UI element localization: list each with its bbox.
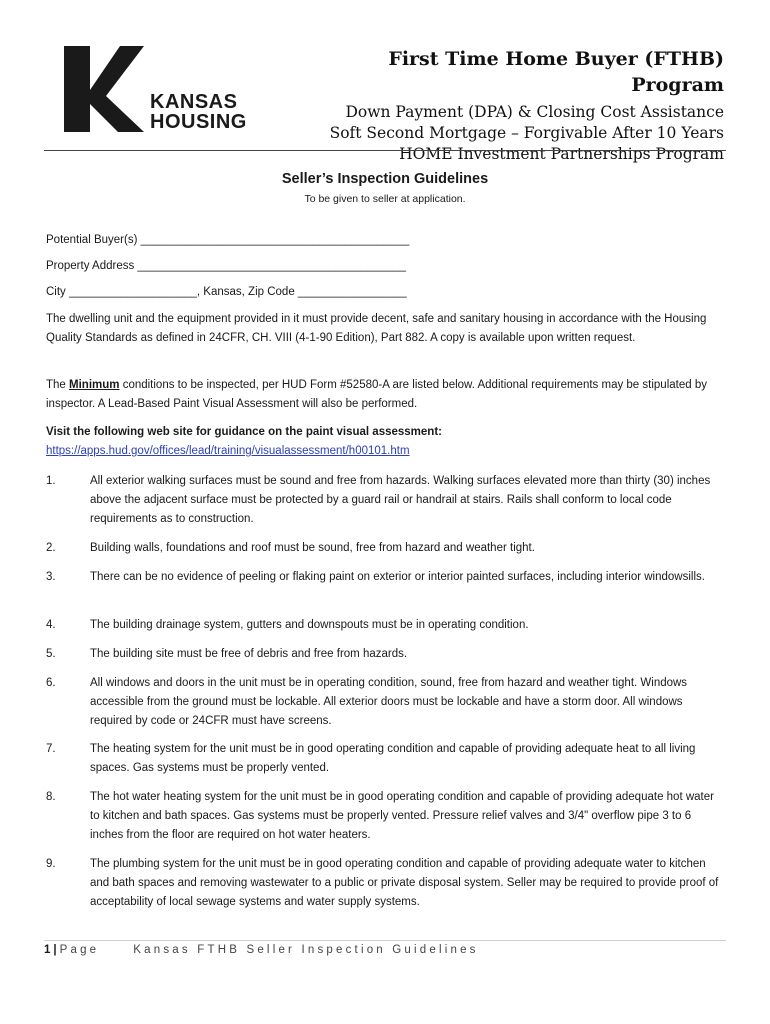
item-text: All windows and doors in the unit must be in operating condition, sound, free from hazard and weather tight. Windows accessible from the ground must be lockable. All exterior doors must be lockable and have a storm door. All windows required by code or 24CFR must have screens. [90, 677, 688, 727]
item-number: 6. [46, 677, 56, 689]
item-text: The building drainage system, gutters and downspouts must be in operating condition. [90, 619, 529, 631]
item-text: There can be no evidence of peeling or flaking paint on exterior or interior painted surfaces, including interior windowsills. [90, 571, 705, 583]
program-header [304, 46, 724, 165]
guidance-link[interactable]: https://apps.hud.gov/offices/lead/training/visualassessment/h00101.htm [46, 445, 410, 457]
housing-standards-paragraph: The dwelling unit and the equipment provided in it must provide decent, safe and sanitary housing in accordance with the Housing Quality Standards as defined in 24CFR, CH. VIII (4-1-90 Edition), Part 882. A copy is available upon written request. [46, 313, 707, 344]
city-zip-field[interactable]: City ____________________, Kansas, Zip Code _________________ [46, 286, 407, 298]
minimum-conditions-suffix: conditions to be inspected, per HUD Form #52580-A are listed below. Additional requirements may be stipulated by inspector. A Lead-Based Paint Visual Assessment will also be performed. [46, 379, 707, 410]
document-subtitle: To be given to seller at application. [304, 193, 466, 205]
kansas-housing-logo [64, 44, 264, 134]
item-number: 2. [46, 542, 56, 554]
minimum-emphasis: Minimum [69, 379, 120, 391]
logo-text-line2: HOUSING [150, 111, 247, 133]
footer-divider [44, 940, 726, 941]
property-address-field[interactable]: Property Address __________________________________________ [46, 260, 407, 272]
page-label: Page [59, 944, 100, 956]
item-text: The heating system for the unit must be in good operating condition and capable of providing adequate heat to all living spaces. Gas systems must be properly vented. [90, 743, 696, 774]
document-title: Seller’s Inspection Guidelines [281, 171, 489, 187]
item-text: The plumbing system for the unit must be in good operating condition and capable of providing adequate water to kitchen and bath spaces and removing wastewater to a public or private disposal system. Seller may be required to provide proof of acceptability of local sewage systems and water supply systems. [90, 858, 719, 908]
item-text: The building site must be free of debris and free from hazards. [90, 648, 408, 660]
item-number: 9. [46, 858, 56, 870]
logo-text-line1: KANSAS [150, 91, 238, 113]
header-divider [44, 150, 726, 151]
item-number: 3. [46, 571, 56, 583]
program-subtitle-1: Down Payment (DPA) & Closing Cost Assistance [345, 103, 724, 121]
k-logo-icon [64, 44, 144, 134]
item-number: 4. [46, 619, 56, 631]
item-text: The hot water heating system for the unit must be in good operating condition and capable of providing adequate hot water to kitchen and bath spaces. Gas systems must be properly vented. Pressure relief valves and 3/4" overflow pipe 3 to 6 inches from the floor are required on hot water heaters. [90, 791, 714, 841]
footer-document-name: Kansas FTHB Seller Inspection Guidelines [133, 944, 479, 956]
potential-buyer-field[interactable]: Potential Buyer(s) __________________________________________ [46, 234, 410, 246]
item-text: All exterior walking surfaces must be sound and free from hazards. Walking surfaces elevated more than thirty (30) inches above the adjacent surface must be protected by a guard rail or handrail at stairs. Rails shall conform to local code requirements as to construction. [90, 475, 711, 525]
page-footer [44, 944, 479, 956]
program-subtitle-2: Soft Second Mortgage – Forgivable After 10 Years [329, 124, 724, 142]
footer-separator: | [53, 944, 57, 956]
program-subtitle-3: HOME Investment Partnerships Program [399, 145, 724, 163]
logo-wordmark [150, 92, 247, 132]
minimum-conditions-paragraph [46, 376, 722, 414]
minimum-conditions-prefix: The [46, 379, 70, 391]
program-title: First Time Home Buyer (FTHB) Program [388, 48, 724, 96]
item-number: 5. [46, 648, 56, 660]
item-number: 1. [46, 475, 56, 487]
item-number: 7. [46, 743, 56, 755]
item-number: 8. [46, 791, 56, 803]
guidance-heading: Visit the following web site for guidance on the paint visual assessment: [46, 426, 442, 438]
page-number: 1 [44, 944, 51, 956]
item-text: Building walls, foundations and roof must be sound, free from hazard and weather tight. [90, 542, 535, 554]
